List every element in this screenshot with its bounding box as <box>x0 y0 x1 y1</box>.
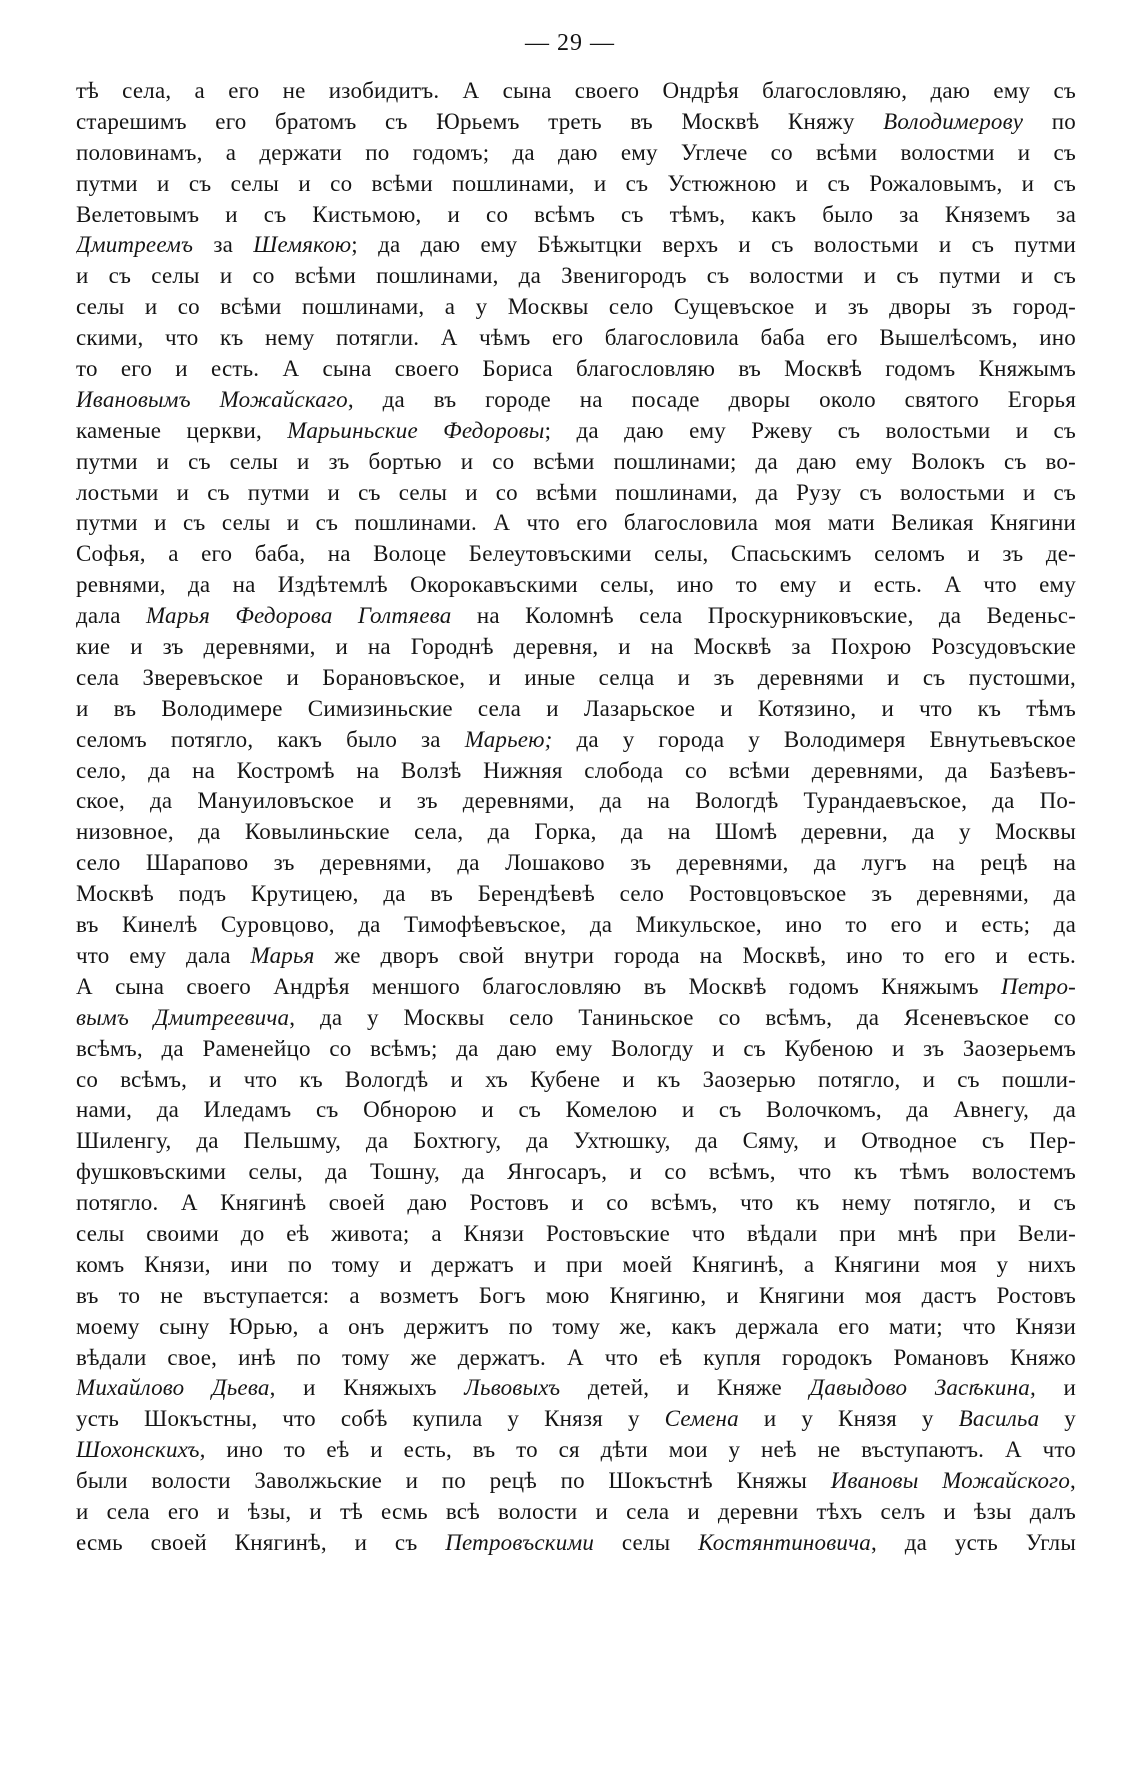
text-line: Шиленгу, да Пельшму, да Бохтюгу, да Ухтюшку, да Сяму, и Отводное съ Пер- <box>76 1128 1076 1154</box>
text-line: въ то не въступается: а возметъ Богъ мою Княгиню, и Княгини моя дастъ Ростовъ <box>76 1282 1076 1308</box>
text-line: путми и съ селы и съ пошлинами. А что его благословила моя мати Великая Княгини <box>76 510 1076 536</box>
text-line: тѣ села, а его не изобидитъ. А сына своего Ондрѣя благословляю, даю ему съ <box>76 78 1076 103</box>
text-line: Софья, а его баба, на Волоце Белеутовъскими селы, Спасьскимъ селомъ и зъ де- <box>76 541 1076 567</box>
text-line: селы и со всѣми пошлинами, а у Москвы село Сущевъское и зъ дворы зъ город- <box>76 294 1076 320</box>
text-line: кие и зъ деревнями, и на Городнѣ деревня, и на Москвѣ за Похрою Розсудовъские <box>76 634 1076 660</box>
text-line: вѣдали свое, инѣ по тому же держатъ. А что еѣ купля городокъ Романовъ Княжо <box>76 1344 1076 1370</box>
text-line: Ивановымъ Можайскаго, да въ городе на посаде дворы около святого Егорья <box>76 386 1076 412</box>
text-line: со всѣмъ, и что къ Вологдѣ и хъ Кубене и къ Заозерью потягло, и съ пошли- <box>76 1066 1076 1092</box>
text-line: селы своими до еѣ живота; а Князи Ростовъские что вѣдали при мнѣ при Вели- <box>76 1220 1076 1246</box>
text-line: и села его и ѣзы, и тѣ есмь всѣ волости и села и деревни тѣхъ селъ и ѣзы далъ <box>76 1498 1076 1524</box>
text-line: путми и съ селы и зъ бортью и со всѣми пошлинами; да даю ему Волокъ съ во- <box>76 448 1076 474</box>
text-line: половинамъ, а держати по годомъ; да даю ему Углече со всѣми волостми и съ <box>76 139 1076 165</box>
text-line: путми и съ селы и со всѣми пошлинами, и съ Устюжною и съ Рожаловымъ, и съ <box>76 170 1076 196</box>
text-line: Михайлово Дьева, и Княжыхъ Львовыхъ детей, и Княже Давыдово Засѣкина, и <box>76 1375 1076 1401</box>
text-line: каменые церкви, Марьиньские Федоровы; да даю ему Ржеву съ волостьми и съ <box>76 417 1076 443</box>
text-line: дала Марья Федорова Голтяева на Коломнѣ села Проскурниковъские, да Веденьс- <box>76 603 1076 629</box>
text-line: ревнями, да на Издѣтемлѣ Окорокавъскими селы, ино то ему и есть. А что ему <box>76 572 1076 598</box>
text-line: что ему дала Марья же дворъ свой внутри города на Москвѣ, ино то его и есть. <box>76 942 1076 968</box>
text-line: всѣмъ, да Раменейцо со всѣмъ; да даю ему Вологду и съ Кубеною и зъ Заозерьемъ <box>76 1035 1076 1061</box>
text-line: есмь своей Княгинѣ, и съ Петровъскими селы Костянтиновича, да усть Углы <box>76 1529 1076 1555</box>
text-line: усть Шокъстны, что собѣ купила у Князя у Семена и у Князя у Васильа у <box>76 1406 1076 1432</box>
text-line: моему сыну Юрью, а онъ держитъ по тому же, какъ держала его мати; что Князи <box>76 1313 1076 1339</box>
text-line: село, да на Костромѣ на Волзѣ Нижняя слобода со всѣми деревнями, да Базѣевъ- <box>76 757 1076 783</box>
text-line: нами, да Иледамъ съ Обнорою и съ Комелою и съ Волочкомъ, да Авнегу, да <box>76 1097 1076 1123</box>
text-line: А сына своего Андрѣя меншого благословляю въ Москвѣ годомъ Княжымъ Петро- <box>76 973 1076 999</box>
text-line: лостьми и съ путми и съ селы и со всѣми пошлинами, да Рузу съ волостьми и съ <box>76 479 1076 505</box>
text-line: фушковъскими селы, да Тошну, да Янгосаръ, и со всѣмъ, что къ тѣмъ волостемъ <box>76 1159 1076 1185</box>
text-line: скими, что къ нему потягли. А чѣмъ его благословила баба его Вышелѣсомъ, ино <box>76 325 1076 351</box>
text-line: Москвѣ подъ Крутицею, да въ Берендѣевѣ село Ростовцовъское зъ деревнями, да <box>76 881 1076 907</box>
text-line: старешимъ его братомъ съ Юрьемъ треть въ Москвѣ Княжу Володимерову по <box>76 108 1076 134</box>
text-line: были волости Заволжьские и по рецѣ по Шокъстнѣ Княжы Ивановы Можайского, <box>76 1468 1076 1494</box>
text-line: село Шарапово зъ деревнями, да Лошаково зъ деревнями, да лугъ на рецѣ на <box>76 850 1076 876</box>
text-line: вымъ Дмитреевича, да у Москвы село Таниньское со всѣмъ, да Ясеневъское со <box>76 1004 1076 1030</box>
text-line: потягло. А Княгинѣ своей даю Ростовъ и со всѣмъ, что къ нему потягло, и съ <box>76 1190 1076 1216</box>
text-line: комъ Князи, ини по тому и держатъ и при моей Княгинѣ, а Княгини моя у нихъ <box>76 1251 1076 1277</box>
text-line: Велетовымъ и съ Кистьмою, и со всѣмъ съ тѣмъ, какъ было за Княземъ за <box>76 201 1076 227</box>
text-line: и съ селы и со всѣми пошлинами, да Звенигородъ съ волостми и съ путми и съ <box>76 263 1076 289</box>
text-line: селомъ потягло, какъ было за Марьею; да у города у Володимеря Евнутьевъское <box>76 726 1076 752</box>
text-line: въ Кинелѣ Суровцово, да Тимофѣевъское, да Микульское, ино то его и есть; да <box>76 912 1076 938</box>
body-text <box>76 76 1076 1559</box>
text-line: то его и есть. А сына своего Бориса благословляю въ Москвѣ годомъ Княжымъ <box>76 356 1076 382</box>
text-line: ское, да Мануиловъское и зъ деревнями, да на Вологдѣ Турандаевъское, да По- <box>76 788 1076 814</box>
text-line: низовное, да Ковылиньские села, да Горка, да на Шомѣ деревни, да у Москвы <box>76 819 1076 845</box>
text-line: села Зверевъское и Борановъское, и иные селца и зъ деревнями и съ пустошми, <box>76 664 1076 690</box>
page-number: — 29 — <box>525 30 615 56</box>
text-line: Шохонскихъ, ино то еѣ и есть, въ то ся дѣти мои у неѣ не въступаютъ. А что <box>76 1437 1076 1463</box>
text-line: и въ Володимере Симизиньские села и Лазарьское и Котязино, и что къ тѣмъ <box>76 695 1076 721</box>
text-line: Дмитреемъ за Шемякою; да даю ему Бѣжытцки верхъ и съ волостьми и съ путми <box>76 232 1076 258</box>
